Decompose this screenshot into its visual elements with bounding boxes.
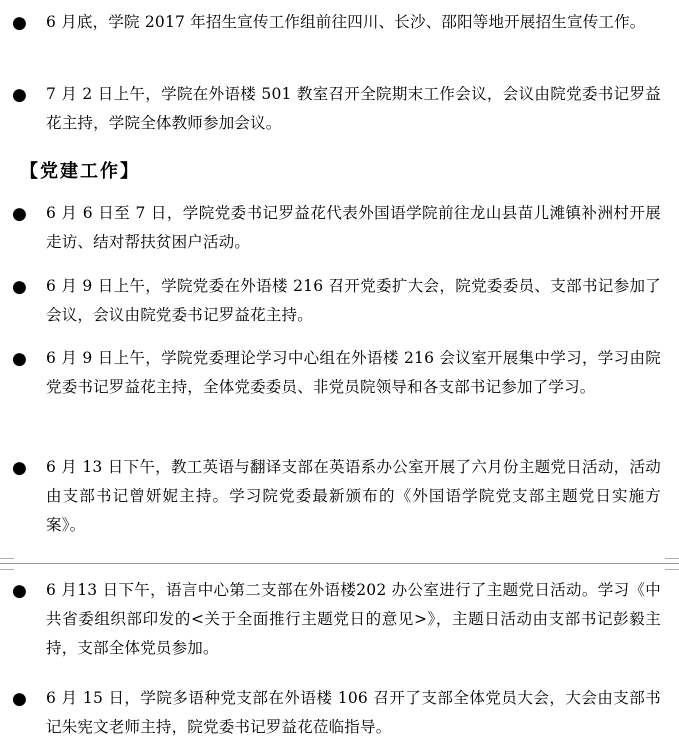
- bullet-dot-icon: ●: [12, 689, 27, 709]
- list-item-text: 6 月底，学院 2017 年招生宣传工作组前往四川、长沙、邵阳等地开展招生宣传工作。: [46, 13, 646, 31]
- bullet-dot-icon: ●: [12, 458, 27, 478]
- list-item-text: 6 月 15 日，学院多语种党支部在外语楼 106 召开了支部全体党员大会，大会由支部书记朱宪文老师主持，院党委书记罗益花莅临指导。: [46, 689, 661, 736]
- page-break-separator: [0, 558, 679, 570]
- bullet-dot-icon: ●: [12, 277, 27, 297]
- list-item-text: 6 月 13 日下午，教工英语与翻译支部在英语系办公室开展了六月份主题党日活动，活动由支部书记曾妍妮主持。学习院党委最新颁布的《外国语学院党支部主题党日实施方案》。: [46, 458, 661, 534]
- bullet-dot-icon: ●: [12, 581, 27, 601]
- list-item-text: 6 月 9 日上午，学院党委理论学习中心组在外语楼 216 会议室开展集中学习，学习由院党委书记罗益花主持，全体党委委员、非党员院领导和各支部书记参加了学习。: [46, 349, 661, 396]
- section-heading: 【党建工作】: [20, 161, 140, 182]
- page-break-marker-left: [0, 558, 14, 570]
- list-item-text: 6 月13 日下午，语言中心第二支部在外语楼202 办公室进行了主题党日活动。学习《中共省委组织部印发的<关于全面推行主题党日的意见>》，主题日活动由支部书记彭毅主持，支部全体党员参加。: [46, 581, 661, 657]
- page-break-line: [0, 563, 679, 564]
- bullet-dot-icon: ●: [12, 13, 27, 33]
- bullet-dot-icon: ●: [12, 349, 27, 369]
- bullet-dot-icon: ●: [12, 204, 27, 224]
- list-item-text: 6 月 6 日至 7 日，学院党委书记罗益花代表外国语学院前往龙山县苗儿滩镇补洲村开展走访、结对帮扶贫困户活动。: [46, 204, 661, 251]
- list-item-text: 6 月 9 日上午，学院党委在外语楼 216 召开党委扩大会，院党委委员、支部书记参加了会议，会议由院党委书记罗益花主持。: [46, 277, 661, 324]
- bullet-dot-icon: ●: [12, 85, 27, 105]
- page-break-marker-right: [665, 558, 679, 570]
- list-item-text: 7 月 2 日上午，学院在外语楼 501 教室召开全院期末工作会议，会议由院党委书记罗益花主持，学院全体教师参加会议。: [46, 85, 661, 132]
